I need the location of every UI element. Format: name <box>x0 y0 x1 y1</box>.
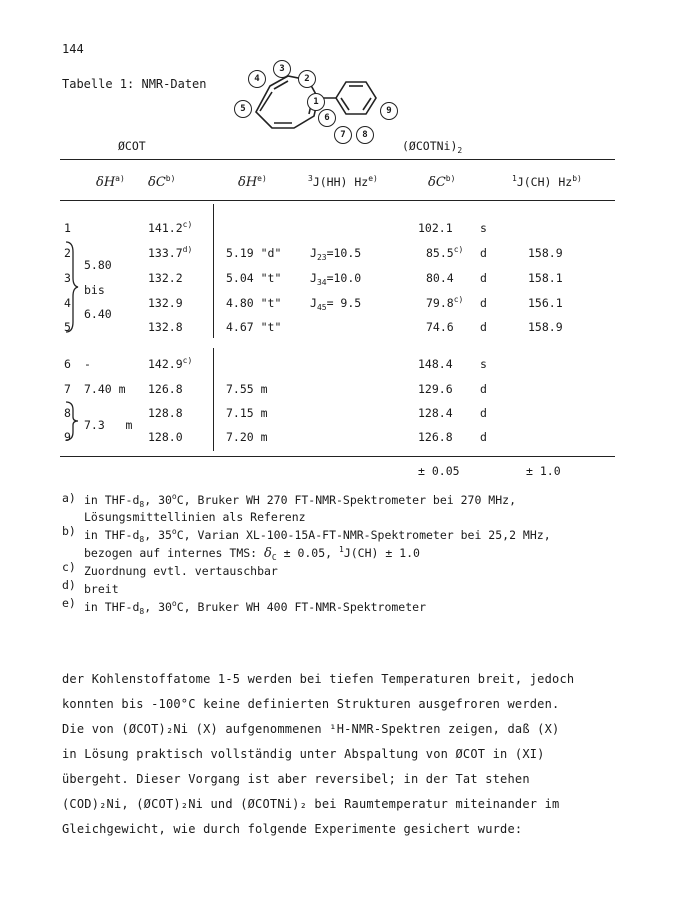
footnote-mark: a) <box>62 491 76 505</box>
compound-left: ØCOT <box>118 139 146 153</box>
J-HH-value: $J_{23}=10.5$ <box>310 246 362 262</box>
row-pos: 3 <box>64 271 71 285</box>
dC-value: 132.8 <box>148 320 183 334</box>
dH-complex-value: 4.80 "t" <box>226 296 282 310</box>
atom-label-4: 4 <box>248 70 266 88</box>
dC-value: 128.8 <box>148 406 183 420</box>
row-pos: 8 <box>64 406 71 420</box>
multiplicity: d <box>480 382 487 396</box>
dC-value: 128.0 <box>148 430 183 444</box>
table-header-rule <box>60 200 615 201</box>
J-HH-value: $J_{45}= 9.5$ <box>310 296 362 312</box>
row-pos: 6 <box>64 357 71 371</box>
dH-complex-value: 7.15 m <box>226 406 268 420</box>
dC-complex-value: 129.6 <box>418 382 453 396</box>
dH-value: 7.40 m <box>84 382 126 396</box>
row-pos: 9 <box>64 430 71 444</box>
column-divider-top <box>213 204 214 338</box>
dH-complex-value: 7.20 m <box>226 430 268 444</box>
footnote-mark: e) <box>62 596 76 610</box>
dC-value: 141.2$^{c)}$ <box>148 220 193 235</box>
tolerance-J: ± 1.0 <box>526 464 561 478</box>
brace-rows-8-9 <box>64 400 80 442</box>
J-CH-value: 158.9 <box>528 246 563 260</box>
multiplicity: d <box>480 406 487 420</box>
dH-value: - <box>84 357 91 371</box>
body-text-line: (COD)₂Ni, (ØCOT)₂Ni und (ØCOTNi)₂ bei Raumtemperatur miteinander im <box>62 797 560 811</box>
row-pos: 1 <box>64 221 71 235</box>
table-top-rule <box>60 159 615 160</box>
brace-rows-2-5 <box>64 240 80 334</box>
dC-value: 133.7$^{d)}$ <box>148 245 193 260</box>
dH-group-value: 5.80 <box>84 258 112 272</box>
J-CH-value: 156.1 <box>528 296 563 310</box>
footnote-mark: b) <box>62 524 76 538</box>
atom-label-5: 5 <box>234 100 252 118</box>
body-text-line: Die von (ØCOT)₂Ni (X) aufgenommenen ¹H-NMR-Spektren zeigen, daß (X) <box>62 722 560 736</box>
dC-complex-value: 80.4 <box>426 271 454 285</box>
atom-label-1: 1 <box>307 93 325 111</box>
dH-complex-value: 5.04 "t" <box>226 271 282 285</box>
footnote-c: Zuordnung evtl. vertauschbar <box>84 564 278 578</box>
multiplicity: s <box>480 357 487 371</box>
footnote-a-line1: in THF-$d_8$, 30$^o$C, Bruker WH 270 FT-NMR-Spektrometer bei 270 MHz, <box>84 492 517 509</box>
footnote-a-line2: Lösungsmittellinien als Referenz <box>84 510 306 524</box>
header-dC-complex: $\delta C^{b)}$ <box>428 174 456 190</box>
footnote-mark: d) <box>62 578 76 592</box>
body-text-line: der Kohlenstoffatome 1-5 werden bei tiefen Temperaturen breit, jedoch <box>62 672 575 686</box>
multiplicity: d <box>480 320 487 334</box>
table-bottom-rule <box>60 456 615 457</box>
header-dH: $\delta H^{a)}$ <box>96 174 125 190</box>
dC-value: 132.9 <box>148 296 183 310</box>
row-pos: 7 <box>64 382 71 396</box>
compound-right: $(ØCOTNi)_2$ <box>402 139 463 155</box>
body-text-line: übergeht. Dieser Vorgang ist aber reversibel; in der Tat stehen <box>62 772 530 786</box>
tolerance-dC: ± 0.05 <box>418 464 460 478</box>
dC-value: 126.8 <box>148 382 183 396</box>
dC-complex-value: 74.6 <box>426 320 454 334</box>
dC-complex-value: 128.4 <box>418 406 453 420</box>
dC-complex-value: 148.4 <box>418 357 453 371</box>
atom-label-6: 6 <box>318 109 336 127</box>
header-1J-CH: $^1$J(CH) Hz$^{b)}$ <box>512 174 582 189</box>
J-CH-value: 158.1 <box>528 271 563 285</box>
dH-complex-value: 5.19 "d" <box>226 246 282 260</box>
header-3J-HH: $^3$J(HH) Hz$^{e)}$ <box>308 174 378 189</box>
J-HH-value: $J_{34}=10.0$ <box>310 271 362 287</box>
dC-value: 142.9$^{c)}$ <box>148 356 193 371</box>
table-title: Tabelle 1: NMR-Daten <box>62 77 207 91</box>
multiplicity: d <box>480 271 487 285</box>
atom-label-8: 8 <box>356 126 374 144</box>
footnote-b-line2: bezogen auf internes TMS: $\delta_C \pm 0.05$, $^1$J(CH) ± 1.0 <box>84 545 420 562</box>
dH-complex-value: 4.67 "t" <box>226 320 282 334</box>
multiplicity: s <box>480 221 487 235</box>
atom-label-2: 2 <box>298 70 316 88</box>
body-text-line: Gleichgewicht, wie durch folgende Experimente gesichert wurde: <box>62 822 523 836</box>
dC-value: 132.2 <box>148 271 183 285</box>
multiplicity: d <box>480 296 487 310</box>
header-dH-complex: $\delta H^{e)}$ <box>238 174 267 190</box>
column-divider-bottom <box>213 348 214 451</box>
multiplicity: d <box>480 246 487 260</box>
dC-complex-value: 102.1 <box>418 221 453 235</box>
dH-group-8-9: 7.3 m <box>84 418 133 432</box>
dH-group-bis: bis <box>84 283 105 297</box>
footnote-d: breit <box>84 582 119 596</box>
J-CH-value: 158.9 <box>528 320 563 334</box>
row-pos: 2 <box>64 246 71 260</box>
dH-group-value: 6.40 <box>84 307 112 321</box>
footnote-mark: c) <box>62 560 76 574</box>
atom-label-3: 3 <box>273 60 291 78</box>
dC-complex-value: 126.8 <box>418 430 453 444</box>
atom-label-7: 7 <box>334 126 352 144</box>
footnote-b-line1: in THF-$d_8$, 35$^o$C, Varian XL-100-15A-FT-NMR-Spektrometer bei 25,2 MHz, <box>84 527 551 544</box>
dC-complex-value: 79.8$^{c)}$ <box>426 295 464 310</box>
row-pos: 4 <box>64 296 71 310</box>
header-dC: $\delta C^{b)}$ <box>148 174 176 190</box>
multiplicity: d <box>480 430 487 444</box>
dC-complex-value: 85.5$^{c)}$ <box>426 245 464 260</box>
footnote-e: in THF-$d_8$, 30$^o$C, Bruker WH 400 FT-NMR-Spektrometer <box>84 599 426 616</box>
body-text-line: in Lösung praktisch vollständig unter Abspaltung von ØCOT in (XI) <box>62 747 545 761</box>
atom-label-9: 9 <box>380 102 398 120</box>
page-number: 144 <box>62 42 84 56</box>
body-text-line: konnten bis -100°C keine definierten Strukturen ausgefroren werden. <box>62 697 560 711</box>
dH-complex-value: 7.55 m <box>226 382 268 396</box>
row-pos: 5 <box>64 320 71 334</box>
